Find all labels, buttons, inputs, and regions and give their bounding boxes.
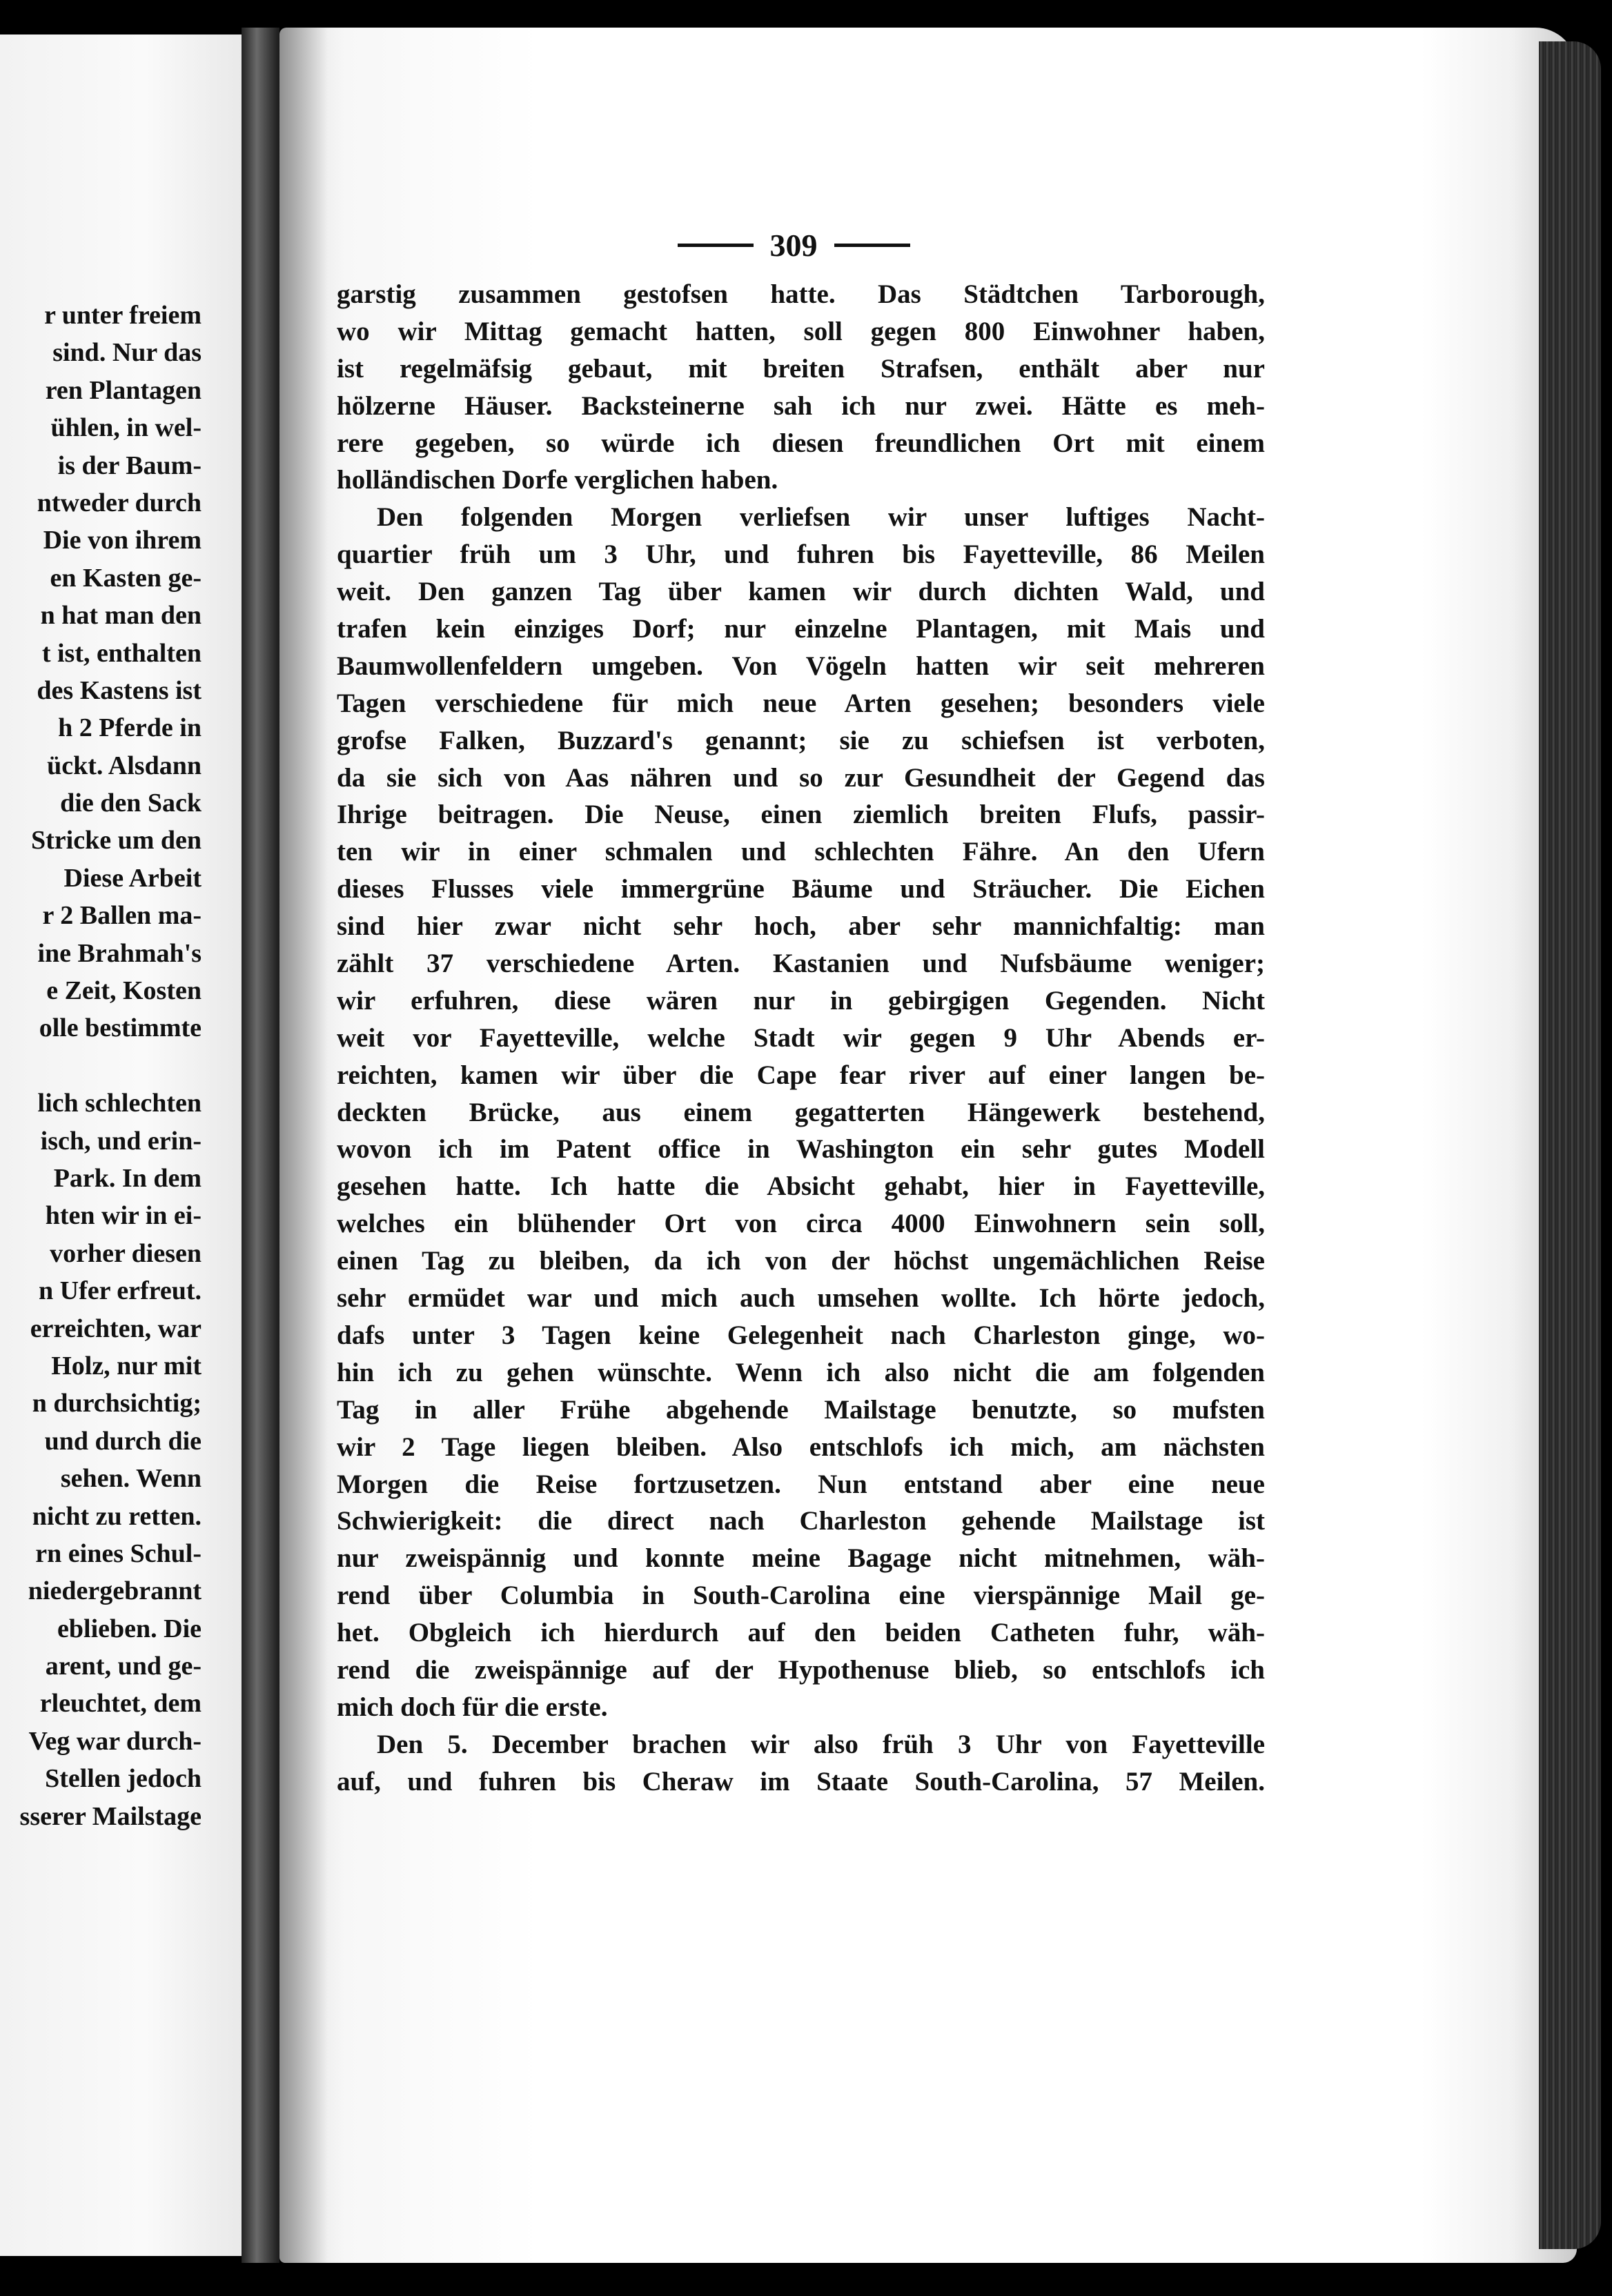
left-line: n Ufer erfreut. bbox=[39, 1276, 202, 1306]
left-line: arent, und ge- bbox=[45, 1652, 202, 1681]
left-line bbox=[0, 1047, 202, 1085]
left-line: sind. Nur das bbox=[52, 338, 202, 368]
left-line: Diese Arbeit bbox=[63, 863, 202, 893]
left-page-text bbox=[0, 297, 202, 1835]
left-line: e Zeit, Kosten bbox=[46, 976, 202, 1006]
left-line: ren Plantagen bbox=[45, 375, 202, 405]
text-line: auf, und fuhren bis Cheraw im Staate South-Carolina, 57 Meilen. bbox=[337, 1766, 1265, 1797]
text-line: wir 2 Tage liegen bleiben. Also entschlofs ich mich, am nächsten bbox=[337, 1432, 1265, 1462]
text-line: wo wir Mittag gemacht hatten, soll gegen 800 Einwohner haben, bbox=[337, 316, 1265, 346]
text-line: grofse Falken, Buzzard's genannt; sie zu schiefsen ist verboten, bbox=[337, 725, 1265, 755]
left-line: Die von ihrem bbox=[43, 526, 202, 555]
text-line: Baumwollenfeldern umgeben. Von Vögeln hatten wir seit mehreren bbox=[337, 651, 1265, 681]
left-line: erreichten, war bbox=[30, 1314, 202, 1343]
text-line: garstig zusammen gestofsen hatte. Das Städtchen Tarborough, bbox=[337, 279, 1265, 309]
text-line: Ihrige beitragen. Die Neuse, einen ziemlich breiten Flufs, passir- bbox=[337, 800, 1265, 830]
text-line: quartier früh um 3 Uhr, und fuhren bis Fayetteville, 86 Meilen bbox=[337, 540, 1265, 570]
left-line: r unter freiem bbox=[44, 301, 202, 330]
left-line: ückt. Alsdann bbox=[47, 751, 202, 780]
text-line: hölzerne Häuser. Backsteinerne sah ich nur zwei. Hätte es meh- bbox=[337, 390, 1265, 421]
left-line: und durch die bbox=[44, 1426, 202, 1456]
text-line: wovon ich im Patent office in Washington ein sehr gutes Modell bbox=[337, 1134, 1265, 1165]
text-line: sehr ermüdet war und mich auch umsehen wollte. Ich hörte jedoch, bbox=[337, 1283, 1265, 1314]
left-line: rn eines Schul- bbox=[35, 1538, 202, 1568]
left-line: t ist, enthalten bbox=[41, 638, 202, 668]
text-line: mich doch für die erste. bbox=[337, 1692, 608, 1722]
text-line: Den 5. December brachen wir also früh 3 Uhr von Fayetteville bbox=[377, 1729, 1265, 1759]
left-line: n durchsichtig; bbox=[32, 1389, 202, 1418]
text-line: gesehen hatte. Ich hatte die Absicht gehabt, hier in Fayetteville, bbox=[337, 1171, 1265, 1202]
page-fore-edge bbox=[1539, 41, 1601, 2249]
left-line: ühlen, in wel- bbox=[50, 413, 202, 443]
left-line: die den Sack bbox=[60, 789, 202, 818]
text-line: rend die zweispännige auf der Hypothenuse blieb, so entschlofs ich bbox=[337, 1654, 1265, 1685]
left-line: isch, und erin- bbox=[40, 1126, 202, 1156]
text-line: weit vor Fayetteville, welche Stadt wir gegen 9 Uhr Abends er- bbox=[337, 1022, 1265, 1053]
left-line: sehen. Wenn bbox=[60, 1464, 202, 1494]
text-line: deckten Brücke, aus einem gegatterten Hängewerk bestehend, bbox=[337, 1097, 1265, 1127]
text-line: Morgen die Reise fortzusetzen. Nun entstand aber eine neue bbox=[337, 1469, 1265, 1499]
gutter-shadow bbox=[279, 28, 328, 2263]
left-line: rleuchtet, dem bbox=[39, 1689, 202, 1719]
text-line: dafs unter 3 Tagen keine Gelegenheit nach Charleston ginge, wo- bbox=[337, 1320, 1265, 1350]
header-rule-right bbox=[834, 244, 910, 247]
text-line: hin ich zu gehen wünschte. Wenn ich also nicht die am folgenden bbox=[337, 1357, 1265, 1387]
text-line: rere gegeben, so würde ich diesen freundlichen Ort mit einem bbox=[337, 428, 1265, 458]
left-line: h 2 Pferde in bbox=[58, 713, 202, 743]
left-page-fragment bbox=[0, 34, 242, 2256]
left-line: lich schlechten bbox=[37, 1089, 202, 1118]
left-line: des Kastens ist bbox=[37, 675, 202, 705]
text-line: holländischen Dorfe verglichen haben. bbox=[337, 465, 778, 495]
header-rule-left bbox=[678, 244, 754, 247]
book-gutter bbox=[242, 28, 279, 2263]
left-line: r 2 Ballen ma- bbox=[42, 901, 202, 931]
text-line: da sie sich von Aas nähren und so zur Gesundheit der Gegend das bbox=[337, 762, 1265, 793]
text-line: zählt 37 verschiedene Arten. Kastanien und Nufsbäume weniger; bbox=[337, 949, 1265, 979]
page-body-text bbox=[337, 276, 1265, 1801]
left-line: ine Brahmah's bbox=[37, 938, 202, 968]
text-line: ist regelmäfsig gebaut, mit breiten Strafsen, enthält aber nur bbox=[337, 353, 1265, 384]
left-line: Holz, nur mit bbox=[51, 1351, 202, 1380]
text-line: reichten, kamen wir über die Cape fear river auf einer langen be- bbox=[337, 1060, 1265, 1090]
text-line: sind hier zwar nicht sehr hoch, aber sehr mannichfaltig: man bbox=[337, 911, 1265, 942]
text-line: dieses Flusses viele immergrüne Bäume und Sträucher. Die Eichen bbox=[337, 874, 1265, 904]
text-line: ten wir in einer schmalen und schlechten Fähre. An den Ufern bbox=[337, 837, 1265, 867]
text-line: het. Obgleich ich hierdurch auf den beiden Catheten fuhr, wäh- bbox=[337, 1618, 1265, 1648]
text-line: weit. Den ganzen Tag über kamen wir durch dichten Wald, und bbox=[337, 577, 1265, 607]
text-line: nur zweispännig und konnte meine Bagage nicht mitnehmen, wäh- bbox=[337, 1543, 1265, 1574]
text-line: Den folgenden Morgen verliefsen wir unser luftiges Nacht- bbox=[377, 502, 1265, 533]
left-line: niedergebrannt bbox=[28, 1576, 202, 1606]
text-line: welches ein blühender Ort von circa 4000 Einwohnern sein soll, bbox=[337, 1209, 1265, 1239]
left-line: is der Baum- bbox=[57, 451, 202, 480]
left-line: en Kasten ge- bbox=[50, 563, 202, 593]
left-line: n hat man den bbox=[40, 601, 202, 631]
page-number: 309 bbox=[769, 227, 818, 263]
left-line: nicht zu retten. bbox=[32, 1501, 202, 1531]
text-line: Schwierigkeit: die direct nach Charleston gehende Mailstage ist bbox=[337, 1506, 1265, 1536]
left-line: Park. In dem bbox=[53, 1163, 202, 1193]
text-line: wir erfuhren, diese wären nur in gebirgigen Gegenden. Nicht bbox=[337, 985, 1265, 1016]
left-line: Stellen jedoch bbox=[45, 1764, 202, 1794]
left-line: Veg war durch- bbox=[28, 1726, 202, 1756]
page-header bbox=[656, 221, 932, 269]
text-line: einen Tag zu bleiben, da ich von der höchst ungemächlichen Reise bbox=[337, 1246, 1265, 1276]
text-line: Tagen verschiedene für mich neue Arten gesehen; besonders viele bbox=[337, 688, 1265, 718]
left-line: Stricke um den bbox=[31, 826, 202, 855]
left-line: hten wir in ei- bbox=[45, 1201, 202, 1231]
left-line: sserer Mailstage bbox=[19, 1801, 202, 1831]
left-line: olle bestimmte bbox=[39, 1013, 202, 1043]
text-line: Tag in aller Frühe abgehende Mailstage benutzte, so mufsten bbox=[337, 1394, 1265, 1425]
text-line: trafen kein einziges Dorf; nur einzelne Plantagen, mit Mais und bbox=[337, 614, 1265, 644]
left-line: vorher diesen bbox=[50, 1238, 202, 1268]
left-line: ntweder durch bbox=[37, 488, 202, 517]
text-line: rend über Columbia in South-Carolina eine vierspännige Mail ge- bbox=[337, 1581, 1265, 1611]
left-line: eblieben. Die bbox=[57, 1614, 202, 1643]
